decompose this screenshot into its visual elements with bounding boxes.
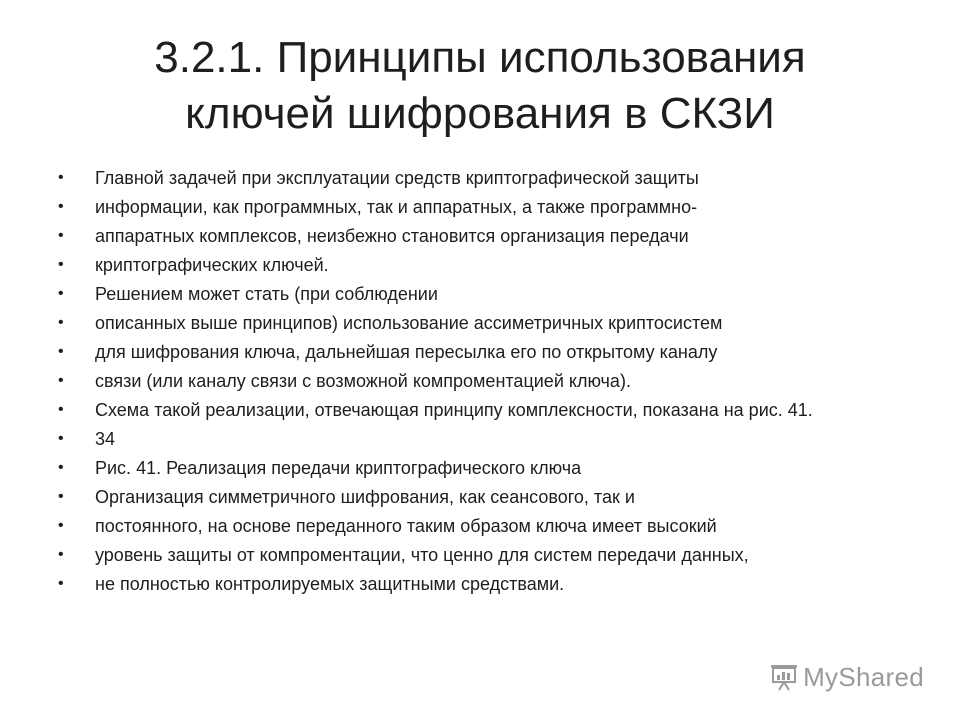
bullet-text: Главной задачей при эксплуатации средств криптографической защиты	[95, 168, 699, 188]
bullet-dot: •	[58, 459, 64, 476]
myshared-watermark	[769, 662, 924, 692]
bullet-item	[58, 545, 908, 565]
bullet-text: Рис. 41. Реализация передачи криптографического ключа	[95, 458, 582, 478]
bullet-text: уровень защиты от компроментации, что ценно для систем передачи данных,	[95, 545, 749, 565]
bullet-dot: •	[58, 343, 64, 360]
slide-title-line-2: ключей шифрования в СКЗИ	[185, 89, 775, 138]
bullet-text: не полностью контролируемых защитными средствами.	[95, 574, 565, 594]
bullet-dot: •	[58, 401, 64, 418]
bullet-item	[58, 400, 908, 420]
bullet-dot: •	[58, 546, 64, 563]
bullet-item	[58, 487, 908, 507]
bullet-dot: •	[58, 285, 64, 302]
bullet-dot: •	[58, 198, 64, 215]
bullet-dot: •	[58, 517, 64, 534]
bullet-dot: •	[58, 372, 64, 389]
bullet-item	[58, 574, 908, 594]
bullet-item	[58, 197, 908, 217]
bullet-dot: •	[58, 430, 64, 447]
bullet-item	[58, 255, 908, 275]
bullet-text: информации, как программных, так и аппаратных, а также программно-	[95, 197, 698, 217]
bullet-dot: •	[58, 169, 64, 186]
bullet-text: 34	[95, 429, 116, 449]
bullet-item	[58, 516, 908, 536]
bullet-text: криптографических ключей.	[95, 255, 329, 275]
bullet-item	[58, 342, 908, 362]
bullet-dot: •	[58, 488, 64, 505]
bullet-item	[58, 429, 908, 449]
bullet-text: аппаратных комплексов, неизбежно становится организация передачи	[95, 226, 689, 246]
bullet-text: для шифрования ключа, дальнейшая пересылка его по открытому каналу	[95, 342, 718, 362]
bullet-dot: •	[58, 575, 64, 592]
bullet-list	[58, 168, 908, 603]
bullet-dot: •	[58, 256, 64, 273]
bullet-item	[58, 168, 908, 188]
bullet-text: Схема такой реализации, отвечающая принципу комплексности, показана на рис. 41.	[95, 400, 813, 420]
bullet-dot: •	[58, 314, 64, 331]
bullet-dot: •	[58, 227, 64, 244]
bullet-item	[58, 313, 908, 333]
bullet-text: Организация симметричного шифрования, как сеансового, так и	[95, 487, 635, 507]
bullet-item	[58, 284, 908, 304]
projector-screen-icon	[769, 663, 799, 691]
bullet-item	[58, 226, 908, 246]
bullet-text: описанных выше принципов) использование ассиметричных криптосистем	[95, 313, 723, 333]
slide-title	[60, 30, 900, 142]
bullet-item	[58, 371, 908, 391]
slide-title-line-1: 3.2.1. Принципы использования	[154, 33, 806, 82]
bullet-item	[58, 458, 908, 478]
watermark-text: MyShared	[803, 662, 924, 692]
bullet-text: Решением может стать (при соблюдении	[95, 284, 438, 304]
bullet-text: постоянного, на основе переданного таким образом ключа имеет высокий	[95, 516, 717, 536]
bullet-text: связи (или каналу связи с возможной компроментацией ключа).	[95, 371, 631, 391]
